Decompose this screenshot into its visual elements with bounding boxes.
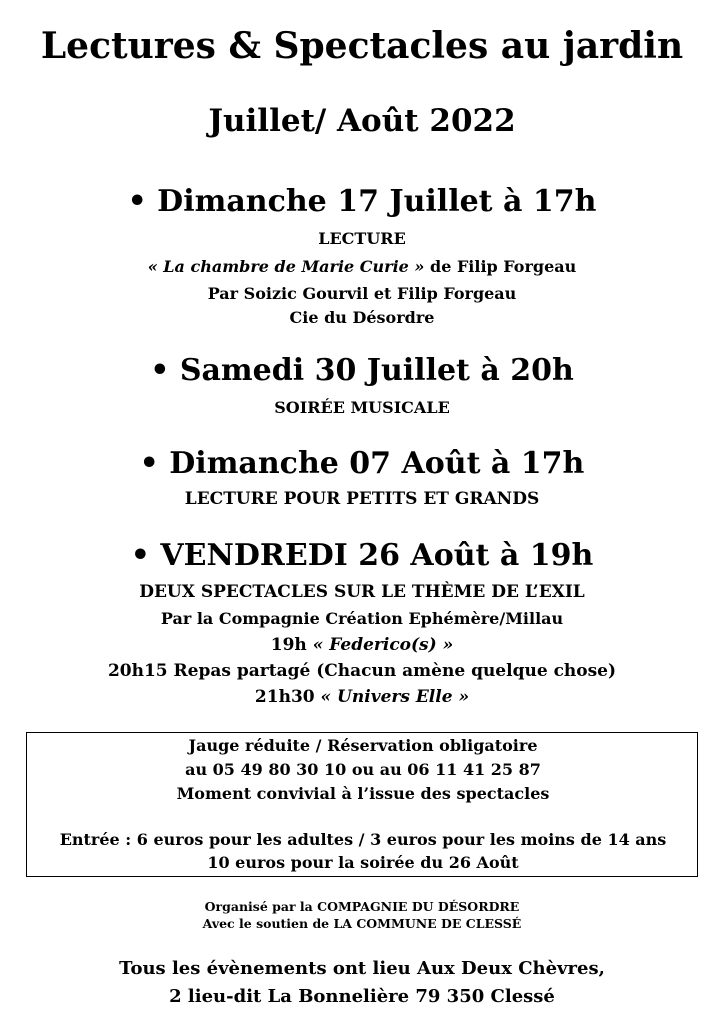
page-subtitle: Juillet/ Août 2022 — [208, 103, 516, 139]
info-phone: au 05 49 80 30 10 ou au 06 11 41 25 87 — [185, 760, 541, 779]
info-reservation: Jauge réduite / Réservation obligatoire — [188, 736, 538, 755]
event-4-company: Par la Compagnie Création Ephémère/Millau — [160, 609, 564, 628]
info-box — [26, 732, 698, 877]
event-2-heading: • Samedi 30 Juillet à 20h — [150, 353, 574, 388]
info-convivial: Moment convivial à l’issue des spectacles — [176, 784, 550, 803]
schedule-3-time: 21h30 — [254, 687, 321, 707]
event-1-performers: Par Soizic Gourvil et Filip Forgeau — [207, 284, 517, 303]
event-1-work-author: de Filip Forgeau — [424, 257, 577, 276]
support-line: Avec le soutien de LA COMMUNE DE CLESSÉ — [202, 916, 522, 931]
event-1-heading: • Dimanche 17 Juillet à 17h — [127, 184, 597, 219]
schedule-1-time: 19h — [270, 635, 313, 655]
event-4-schedule-2: 20h15 Repas partagé (Chacun amène quelque chose) — [107, 661, 617, 681]
event-2-type: SOIRÉE MUSICALE — [274, 398, 450, 417]
schedule-3-title: « Univers Elle » — [320, 687, 470, 707]
event-4-schedule-3 — [0, 686, 724, 708]
organizer-line: Organisé par la COMPAGNIE DU DÉSORDRE — [204, 899, 520, 914]
event-1-work-title: « La chambre de Marie Curie » — [147, 257, 425, 276]
event-4-heading: • VENDREDI 26 Août à 19h — [130, 538, 594, 573]
location-line-1: Tous les évènements ont lieu Aux Deux Chèvres, — [119, 958, 605, 979]
location-line-2: 2 lieu-dit La Bonnelière 79 350 Clessé — [169, 986, 555, 1007]
event-3-heading: • Dimanche 07 Août à 17h — [139, 446, 585, 481]
event-1-work — [0, 257, 724, 277]
event-3-type: LECTURE POUR PETITS ET GRANDS — [184, 489, 540, 509]
page-title: Lectures & Spectacles au jardin — [40, 25, 684, 67]
info-price-special: 10 euros pour la soirée du 26 Août — [207, 853, 519, 872]
event-4-type: DEUX SPECTACLES SUR LE THÈME DE L’EXIL — [139, 582, 585, 602]
event-1-type: LECTURE — [318, 229, 406, 248]
event-4-schedule-1 — [0, 634, 724, 656]
event-1-company: Cie du Désordre — [289, 308, 435, 327]
schedule-1-title: « Federico(s) » — [312, 635, 454, 655]
info-prices: Entrée : 6 euros pour les adultes / 3 euros pour les moins de 14 ans — [59, 830, 667, 849]
